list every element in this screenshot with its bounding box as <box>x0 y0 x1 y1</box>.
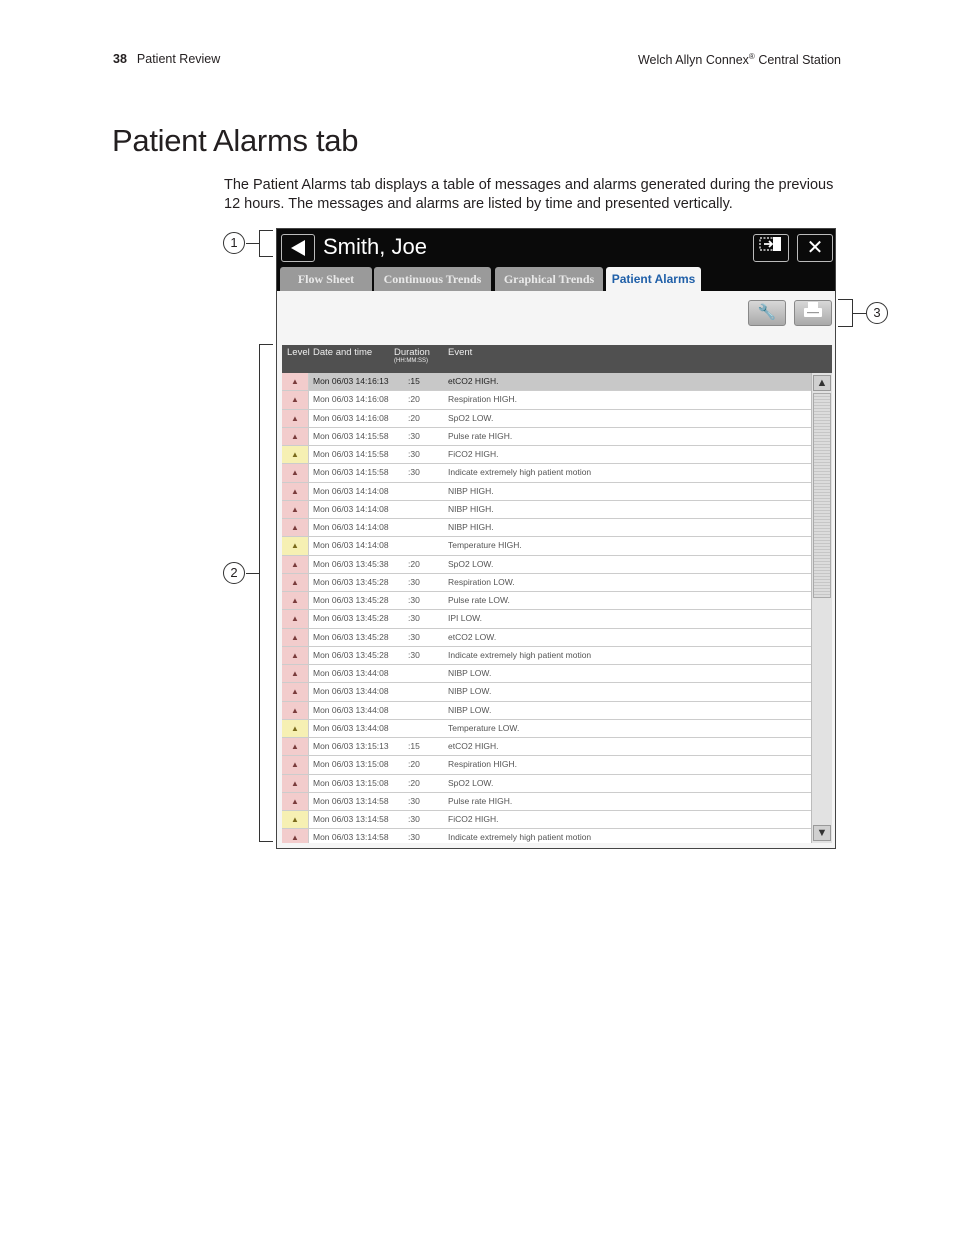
cell-duration: :30 <box>408 576 420 587</box>
alarm-level-icon: ▲ <box>282 665 309 682</box>
tab-graphical-trends[interactable]: Graphical Trends <box>495 267 603 291</box>
cell-event: Respiration HIGH. <box>448 394 517 405</box>
table-row[interactable] <box>282 829 811 843</box>
section-name: Patient Review <box>136 52 221 66</box>
back-button[interactable] <box>281 234 315 262</box>
cell-duration: :30 <box>408 795 420 806</box>
cell-event: etCO2 HIGH. <box>448 741 499 751</box>
settings-menu-button[interactable] <box>748 300 786 326</box>
alarm-level-icon: ▲ <box>282 738 309 755</box>
cell-event: NIBP LOW. <box>448 668 492 678</box>
cell-event: Indicate extremely high patient motion <box>448 649 592 660</box>
alarm-level-icon: ▲ <box>282 793 309 810</box>
table-row[interactable] <box>282 592 811 610</box>
product-suffix: Central Station <box>758 53 841 68</box>
cell-event: SpO2 LOW. <box>448 412 494 423</box>
alarm-level-icon: ▲ <box>282 775 309 792</box>
table-row[interactable] <box>282 775 811 793</box>
close-button[interactable] <box>797 234 833 262</box>
cell-duration: :30 <box>408 449 420 459</box>
callout-3-bracket-bottom <box>838 326 852 327</box>
cell-date-time: Mon 06/03 13:44:08 <box>313 668 389 678</box>
cell-event: NIBP LOW. <box>448 686 492 697</box>
table-row[interactable] <box>282 574 811 592</box>
cell-event: Temperature LOW. <box>448 722 520 733</box>
callout-3: 3 <box>866 302 888 324</box>
cell-event: Respiration LOW. <box>448 576 515 587</box>
col-duration-unit: (HH:MM:SS) <box>394 358 428 364</box>
product-name: Welch Allyn Connex <box>637 53 749 68</box>
table-row[interactable] <box>282 683 811 701</box>
alarm-level-icon: ▲ <box>282 647 309 664</box>
alarm-level-icon: ▲ <box>282 829 309 843</box>
close-icon: ✕ <box>806 237 824 259</box>
cell-event: NIBP HIGH. <box>448 503 494 514</box>
running-header-right <box>638 52 841 67</box>
cell-duration: :30 <box>408 649 420 660</box>
intro-paragraph: The Patient Alarms tab displays a table of messages and alarms generated during the previous 12 hours. The messages and alarms are listed by time and presented vertically. <box>224 177 834 212</box>
cell-duration: :20 <box>408 558 420 569</box>
print-button[interactable] <box>794 300 832 326</box>
tab-flow-sheet[interactable]: Flow Sheet <box>280 267 372 291</box>
running-header-left <box>113 52 220 66</box>
cell-event: Indicate extremely high patient motion <box>448 832 592 843</box>
tab-patient-alarms[interactable]: Patient Alarms <box>606 267 701 291</box>
alarm-level-icon: ▲ <box>282 811 309 828</box>
cell-event: SpO2 LOW. <box>448 777 494 788</box>
table-row[interactable] <box>282 446 811 464</box>
cell-date-time: Mon 06/03 13:45:28 <box>313 576 389 587</box>
callout-1: 1 <box>223 232 245 254</box>
scroll-thumb[interactable] <box>813 393 831 598</box>
alarm-level-icon: ▲ <box>282 501 309 518</box>
cell-duration: :30 <box>408 595 420 605</box>
table-row[interactable] <box>282 391 811 409</box>
alarms-table-body <box>282 373 811 843</box>
alarm-level-icon: ▲ <box>282 574 309 591</box>
table-row[interactable] <box>282 373 811 391</box>
callout-1-leader <box>246 243 259 244</box>
cell-event: FiCO2 HIGH. <box>448 449 499 459</box>
table-row[interactable] <box>282 811 811 829</box>
alarm-level-icon: ▲ <box>282 483 309 500</box>
col-level: Level <box>287 347 310 358</box>
cell-date-time: Mon 06/03 13:45:28 <box>313 595 389 605</box>
cell-duration: :20 <box>408 394 420 405</box>
registered-mark: ® <box>748 52 755 61</box>
table-row[interactable] <box>282 410 811 428</box>
cell-date-time: Mon 06/03 13:45:28 <box>313 631 389 642</box>
page-title: Patient Alarms tab <box>112 123 359 158</box>
cell-event: NIBP LOW. <box>448 704 492 715</box>
table-row[interactable] <box>282 702 811 720</box>
cell-date-time: Mon 06/03 14:14:08 <box>313 540 389 551</box>
col-duration-label: Duration <box>394 347 430 358</box>
callout-2-bracket-bottom <box>259 841 273 842</box>
cell-date-time: Mon 06/03 14:15:58 <box>313 467 389 478</box>
alarm-level-icon: ▲ <box>282 410 309 427</box>
cell-duration: :15 <box>408 741 420 751</box>
cell-duration: :30 <box>408 814 420 824</box>
callout-3-leader <box>852 313 866 314</box>
table-row[interactable] <box>282 610 811 628</box>
scroll-up-button[interactable]: ▲ <box>813 375 831 391</box>
callout-1-bracket-top <box>259 230 273 231</box>
cell-duration: :20 <box>408 412 420 423</box>
table-row[interactable] <box>282 629 811 647</box>
alarm-level-icon: ▲ <box>282 702 309 719</box>
scroll-down-button[interactable]: ▼ <box>813 825 831 841</box>
cell-event: Temperature HIGH. <box>448 540 522 551</box>
alarm-level-icon: ▲ <box>282 556 309 573</box>
alarm-level-icon: ▲ <box>282 683 309 700</box>
cell-date-time: Mon 06/03 14:14:08 <box>313 503 389 514</box>
alarms-table-header <box>282 345 832 373</box>
cell-duration: :20 <box>408 777 420 788</box>
cell-event: etCO2 LOW. <box>448 631 497 642</box>
cell-event: FiCO2 HIGH. <box>448 814 499 824</box>
cell-event: NIBP HIGH. <box>448 522 494 532</box>
wrench-icon: 🔧 <box>757 304 777 321</box>
callout-2-bracket-top <box>259 344 273 345</box>
cell-date-time: Mon 06/03 13:14:58 <box>313 814 389 824</box>
cell-date-time: Mon 06/03 14:14:08 <box>313 522 389 532</box>
cell-date-time: Mon 06/03 14:16:13 <box>313 376 389 386</box>
cell-date-time: Mon 06/03 13:15:13 <box>313 741 389 751</box>
alarm-level-icon: ▲ <box>282 537 309 554</box>
alarm-level-icon: ▲ <box>282 519 309 536</box>
cell-event: Pulse rate LOW. <box>448 595 510 605</box>
table-row[interactable] <box>282 501 811 519</box>
callout-1-bracket-bottom <box>259 256 273 257</box>
cell-duration: :30 <box>408 467 420 478</box>
col-date-time: Date and time <box>313 347 373 358</box>
cell-duration: :30 <box>408 430 420 441</box>
cell-date-time: Mon 06/03 14:15:58 <box>313 449 389 459</box>
table-row[interactable] <box>282 428 811 446</box>
table-row[interactable] <box>282 720 811 738</box>
title-bar <box>277 229 835 291</box>
callout-3-bracket-top <box>838 299 852 300</box>
alarm-level-icon: ▲ <box>282 464 309 481</box>
cell-date-time: Mon 06/03 14:16:08 <box>313 412 389 423</box>
cell-event: Respiration HIGH. <box>448 759 517 770</box>
col-duration <box>394 347 430 364</box>
tab-continuous-trends[interactable]: Continuous Trends <box>374 267 491 291</box>
cell-date-time: Mon 06/03 13:45:28 <box>313 613 389 624</box>
cell-duration: :20 <box>408 759 420 770</box>
cell-duration: :30 <box>408 613 420 624</box>
table-row[interactable] <box>282 537 811 555</box>
cell-date-time: Mon 06/03 13:14:58 <box>313 795 389 806</box>
table-row[interactable] <box>282 756 811 774</box>
callout-1-bracket <box>259 230 260 257</box>
cell-date-time: Mon 06/03 13:14:58 <box>313 832 389 843</box>
table-row[interactable] <box>282 519 811 537</box>
cell-event: etCO2 HIGH. <box>448 376 499 386</box>
cell-date-time: Mon 06/03 14:15:58 <box>313 430 389 441</box>
table-row[interactable] <box>282 556 811 574</box>
alarm-level-icon: ▲ <box>282 756 309 773</box>
patient-review-window <box>276 228 836 849</box>
cell-date-time: Mon 06/03 13:45:38 <box>313 558 389 569</box>
table-row[interactable] <box>282 738 811 756</box>
alarm-level-icon: ▲ <box>282 373 309 390</box>
sign-out-icon <box>758 235 784 253</box>
alarm-level-icon: ▲ <box>282 720 309 737</box>
table-row[interactable] <box>282 665 811 683</box>
alarm-level-icon: ▲ <box>282 446 309 463</box>
cell-duration: :30 <box>408 631 420 642</box>
alarm-level-icon: ▲ <box>282 391 309 408</box>
page-number: 38 <box>113 52 127 66</box>
cell-event: NIBP HIGH. <box>448 485 494 496</box>
cell-date-time: Mon 06/03 13:44:08 <box>313 722 389 733</box>
patient-name: Smith, Joe <box>323 234 427 259</box>
table-row[interactable] <box>282 793 811 811</box>
cell-event: IPI LOW. <box>448 613 483 624</box>
printer-icon <box>802 301 824 319</box>
alarm-level-icon: ▲ <box>282 610 309 627</box>
table-row[interactable] <box>282 647 811 665</box>
cell-event: Pulse rate HIGH. <box>448 430 513 441</box>
cell-date-time: Mon 06/03 13:44:08 <box>313 686 389 697</box>
cell-date-time: Mon 06/03 14:14:08 <box>313 485 389 496</box>
alarm-level-icon: ▲ <box>282 428 309 445</box>
cell-duration: :15 <box>408 376 420 386</box>
table-row[interactable] <box>282 483 811 501</box>
callout-2: 2 <box>223 562 245 584</box>
cell-date-time: Mon 06/03 13:44:08 <box>313 704 389 715</box>
cell-date-time: Mon 06/03 13:15:08 <box>313 759 389 770</box>
exit-review-button[interactable] <box>753 234 789 262</box>
cell-date-time: Mon 06/03 13:45:28 <box>313 649 389 660</box>
cell-event: SpO2 LOW. <box>448 558 494 569</box>
alarm-level-icon: ▲ <box>282 592 309 609</box>
table-row[interactable] <box>282 464 811 482</box>
cell-event: Pulse rate HIGH. <box>448 795 513 806</box>
cell-event: Indicate extremely high patient motion <box>448 467 592 478</box>
callout-2-bracket <box>259 344 260 842</box>
vertical-scrollbar[interactable] <box>811 373 832 843</box>
cell-date-time: Mon 06/03 14:16:08 <box>313 394 389 405</box>
col-event: Event <box>448 347 473 358</box>
alarm-level-icon: ▲ <box>282 629 309 646</box>
callout-3-bracket <box>852 299 853 327</box>
callout-2-leader <box>246 573 259 574</box>
cell-date-time: Mon 06/03 13:15:08 <box>313 777 389 788</box>
cell-duration: :30 <box>408 832 420 843</box>
